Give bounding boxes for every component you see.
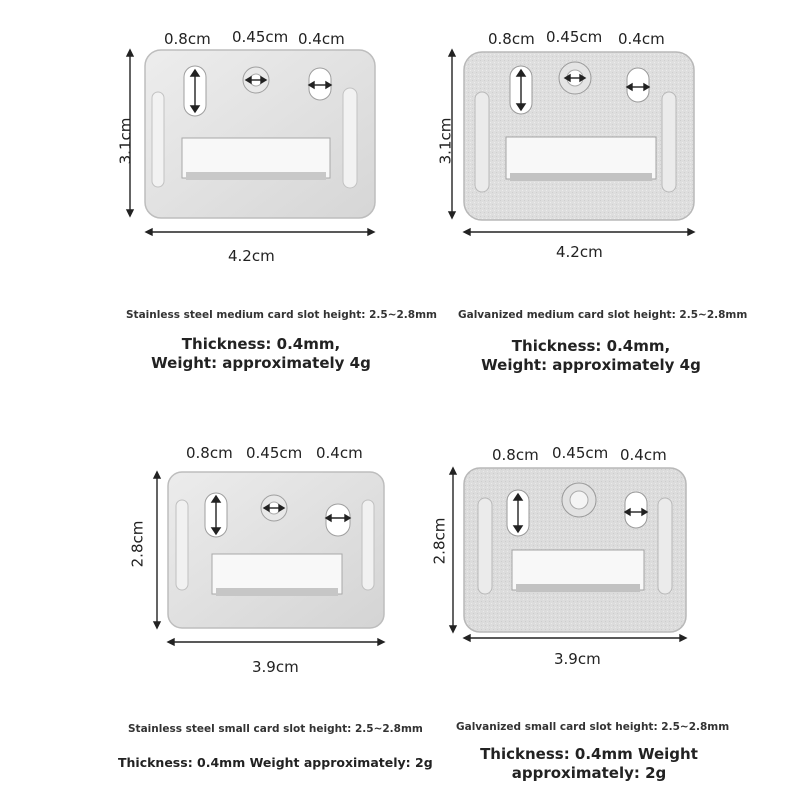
side-rib <box>658 498 672 594</box>
spec-text: Thickness: 0.4mm Weight approximately: 2g <box>480 745 698 782</box>
dim-height: 3.1cm <box>436 117 455 165</box>
dim-height: 2.8cm <box>430 517 449 565</box>
clip-illustration <box>400 400 800 800</box>
caption: Galvanized medium card slot height: 2.5~2.8mm <box>458 309 748 321</box>
dim-hole-diameter: 0.45cm <box>246 444 303 462</box>
side-rib <box>662 92 676 192</box>
panel-stainless-small <box>0 400 433 800</box>
clip-illustration <box>0 400 400 800</box>
dim-slot-width: 0.8cm <box>186 444 233 462</box>
dim-height: 3.1cm <box>116 117 135 165</box>
panel-galvanized-small <box>400 400 800 800</box>
dim-slot2-width: 0.4cm <box>618 30 665 48</box>
dim-hole-diameter: 0.45cm <box>232 28 289 46</box>
panel-galvanized-medium <box>400 0 800 400</box>
dim-width: 4.2cm <box>556 243 603 261</box>
dim-slot-width: 0.8cm <box>488 30 535 48</box>
dim-slot-width: 0.8cm <box>164 30 211 48</box>
dim-slot2-width: 0.4cm <box>620 446 667 464</box>
dim-width: 3.9cm <box>252 658 299 676</box>
spec-text: Thickness: 0.4mm Weight approximately: 2g <box>118 755 433 770</box>
dim-slot-width: 0.8cm <box>492 446 539 464</box>
side-rib <box>152 92 164 187</box>
dim-slot2-width: 0.4cm <box>298 30 345 48</box>
caption: Stainless steel medium card slot height: 2.5~2.8mm <box>126 309 437 321</box>
spec-text: Thickness: 0.4mm, Weight: approximately 4g <box>481 337 701 374</box>
side-rib <box>478 498 492 594</box>
dim-hole-diameter: 0.45cm <box>546 28 603 46</box>
side-rib <box>362 500 374 590</box>
dim-slot2-width: 0.4cm <box>316 444 363 462</box>
side-rib <box>176 500 188 590</box>
spec-text: Thickness: 0.4mm, Weight: approximately 4g <box>151 335 371 372</box>
clip-tab <box>506 137 656 179</box>
dim-height: 2.8cm <box>128 520 147 568</box>
side-rib <box>475 92 489 192</box>
panel-stainless-medium <box>0 0 437 400</box>
dim-width: 3.9cm <box>554 650 601 668</box>
dim-width: 4.2cm <box>228 247 275 265</box>
dim-hole-diameter: 0.45cm <box>552 444 609 462</box>
side-rib <box>343 88 357 188</box>
caption: Stainless steel small card slot height: 2.5~2.8mm <box>128 723 423 735</box>
caption: Galvanized small card slot height: 2.5~2.8mm <box>456 721 730 733</box>
